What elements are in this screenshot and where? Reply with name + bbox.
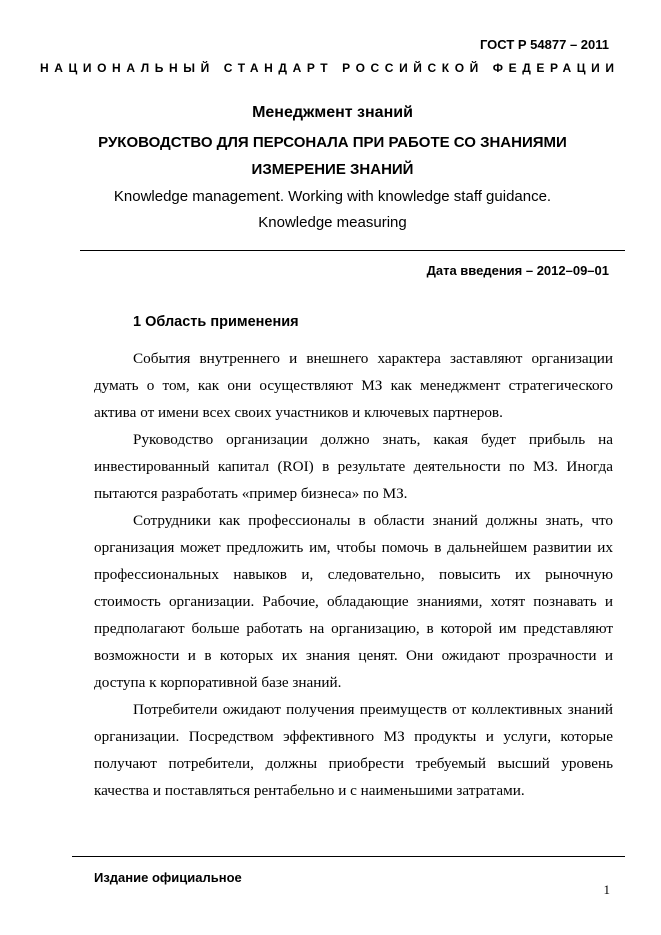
- paragraph: События внутреннего и внешнего характера заставляют организации думать о том, как они осуществляют МЗ как менеджмент стратегического актива от имени всех своих участников и ключевых партнеров.: [94, 350, 613, 421]
- standard-number: ГОСТ Р 54877 – 2011: [479, 37, 609, 52]
- paragraph: Сотрудники как профессионалы в области знаний должны знать, что организация может предложить им, чтобы помочь в дальнейшем развитии их профессиональных навыков и, следовательно, повысить их рыночную стоимость организации. Рабочие, обладающие знаниями, хотят познавать и предполагают больше работать на организацию, в которой им представляют возможности и в которых их знания ценят. Они ожидают прозрачности и доступа к корпоративной базе знаний.: [94, 512, 613, 691]
- section-heading: 1 Область применения: [133, 314, 299, 330]
- title-subtitle: РУКОВОДСТВО ДЛЯ ПЕРСОНАЛА ПРИ РАБОТЕ СО ЗНАНИЯМИ: [98, 134, 567, 151]
- paragraph: Потребители ожидают получения преимуществ от коллективных знаний организации. Посредством эффективного МЗ продукты и услуги, которые получают потребители, должны приобрести требуемый высший уровень качества и поставляться рентабельно и с наименьшими затратами.: [94, 701, 613, 799]
- title-divider: [80, 250, 625, 251]
- title-part: ИЗМЕРЕНИЕ ЗНАНИЙ: [251, 161, 414, 178]
- title-main: Менеджмент знаний: [252, 104, 413, 121]
- title-english-line1: Knowledge management. Working with knowledge staff guidance.: [113, 188, 552, 205]
- page-number: 1: [603, 882, 610, 897]
- title-english-line2: Knowledge measuring: [258, 214, 407, 231]
- paragraph: Руководство организации должно знать, какая будет прибыль на инвестированный капитал (ROI) в результате деятельности по МЗ. Иногда пытаются разработать «пример бизнеса» по МЗ.: [94, 431, 613, 502]
- footer-divider: [72, 856, 625, 857]
- national-standard-banner: НАЦИОНАЛЬНЫЙ СТАНДАРТ РОССИЙСКОЙ ФЕДЕРАЦИИ: [40, 61, 620, 75]
- introduction-date: Дата введения – 2012–09–01: [426, 263, 609, 278]
- official-edition-label: Издание официальное: [94, 870, 242, 885]
- body-text: [94, 345, 613, 804]
